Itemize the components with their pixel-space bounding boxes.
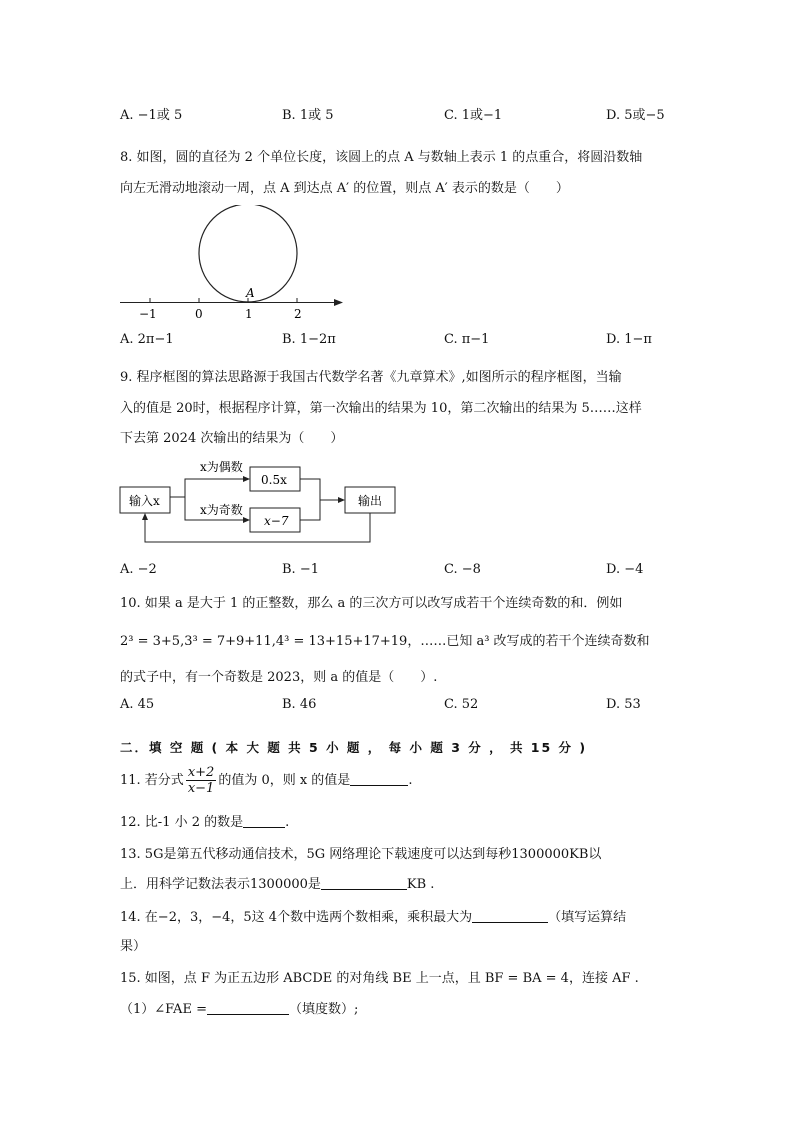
q15-line2 (120, 998, 358, 1017)
q14-answer-blank[interactable] (472, 910, 548, 923)
q8-stem-line2: 向左无滑动地滚动一周，点 A 到达点 A′ 的位置，则点 A′ 表示的数是（ ） (120, 181, 569, 196)
q8-option-d[interactable]: D. 1−π (606, 332, 652, 347)
q13-stem-line1: 13. 5G是第五代移动通信技术，5G 网络理论下载速度可以达到每秒1300000KB以 (120, 847, 602, 862)
odd-condition-label: x为奇数 (200, 503, 243, 517)
even-condition-label: x为偶数 (200, 460, 243, 474)
q11-fraction (186, 765, 217, 796)
q9-options (120, 562, 680, 582)
q14-stem-line2: 果） (120, 939, 147, 954)
q7-option-b[interactable]: B. 1或 5 (282, 108, 334, 123)
tick-label-1: 1 (245, 307, 253, 321)
q7-option-a[interactable]: A. −1或 5 (120, 108, 183, 123)
q11-numerator: x+2 (187, 765, 215, 780)
q12-line (120, 811, 289, 830)
q14-suffix: （填写运算结 (548, 910, 627, 925)
q15-stem-line1: 15. 如图，点 F 为正五边形 ABCDE 的对角线 BE 上一点，且 BF = BA = 4，连接 AF . (120, 971, 639, 986)
axis-arrow-icon (334, 299, 343, 306)
q11-suffix: 的值为 0，则 x 的值是 (218, 773, 351, 788)
section-2-title: 二．填 空 题 ( 本 大 题 共 5 小 题 ， 每 小 题 3 分 ， 共 15 分 ) (120, 740, 588, 755)
q10-option-c[interactable]: C. 52 (444, 697, 479, 712)
q10-options (120, 697, 680, 717)
q9-stem-line3: 下去第 2024 次输出的结果为（ ） (120, 431, 344, 446)
q13-line2 (120, 873, 434, 892)
q9-stem-line1: 9. 程序框图的算法思路源于我国古代数学名著《九章算术》,如图所示的程序框图，当输 (120, 370, 622, 385)
point-a-label: A (246, 286, 255, 300)
even-op-label: 0.5x (261, 473, 287, 487)
q13-answer-blank[interactable] (321, 877, 407, 890)
arrow-to-even-icon (243, 476, 250, 482)
tick-label-0: 0 (195, 307, 203, 321)
q8-number-line-figure (115, 205, 350, 325)
q11-end: . (408, 773, 413, 788)
arrow-to-output-icon (338, 497, 345, 503)
q12-answer-blank[interactable] (243, 815, 285, 828)
q14-prefix: 14. 在−2，3，−4，5这 4个数中选两个数相乘，乘积最大为 (120, 910, 473, 925)
q12-prefix: 12. 比-1 小 2 的数是 (120, 815, 244, 830)
q7-option-c[interactable]: C. 1或−1 (444, 108, 503, 123)
q8-stem-line1: 8. 如图，圆的直径为 2 个单位长度，该圆上的点 A 与数轴上表示 1 的点重合，将圆沿数轴 (120, 150, 643, 165)
output-label: 输出 (358, 494, 383, 508)
q10-stem-line1: 10. 如果 a 是大于 1 的正整数，那么 a 的三次方可以改写成若干个连续奇数的和．例如 (120, 596, 623, 611)
q14-line1 (120, 906, 626, 925)
input-label: 输入x (129, 494, 160, 508)
q10-option-b[interactable]: B. 46 (282, 697, 317, 712)
q11-prefix: 11. 若分式 (120, 773, 184, 788)
q15-answer-blank[interactable] (207, 1002, 289, 1015)
q10-option-a[interactable]: A. 45 (120, 697, 155, 712)
q15-part1-suffix: （填度数）; (288, 1002, 359, 1017)
q9-option-a[interactable]: A. −2 (120, 562, 157, 577)
q7-options (120, 104, 680, 124)
tick-label-2: 2 (294, 307, 302, 321)
q8-option-b[interactable]: B. 1−2π (282, 332, 336, 347)
q7-option-d[interactable]: D. 5或−5 (606, 108, 665, 123)
q13-suffix: KB . (406, 877, 435, 892)
q11-denominator: x−1 (187, 781, 215, 796)
tick-label-neg1: −1 (139, 307, 157, 321)
q9-stem-line2: 入的值是 20时，根据程序计算，第一次输出的结果为 10，第二次输出的结果为 5……这样 (120, 401, 642, 416)
arrow-loop-back-icon (142, 513, 148, 520)
odd-op-label: x−7 (264, 514, 289, 528)
q8-option-a[interactable]: A. 2π−1 (120, 332, 174, 347)
q10-stem-line2: 2³ = 3+5,3³ = 7+9+11,4³ = 13+15+17+19，……已知 a³ 改写成的若干个连续奇数和 (120, 634, 650, 649)
q11-line (120, 765, 412, 796)
q9-option-c[interactable]: C. −8 (444, 562, 481, 577)
q9-flowchart (115, 453, 400, 548)
q15-part1-prefix: （1）∠FAE = (120, 1002, 207, 1017)
q12-end: . (285, 815, 290, 830)
q13-prefix: 上．用科学记数法表示1300000是 (120, 877, 321, 892)
arrow-to-odd-icon (243, 517, 250, 523)
q8-options (120, 332, 680, 352)
q10-option-d[interactable]: D. 53 (606, 697, 641, 712)
q9-option-b[interactable]: B. −1 (282, 562, 319, 577)
q11-answer-blank[interactable] (350, 773, 408, 786)
q10-stem-line3: 的式子中，有一个奇数是 2023，则 a 的值是（ ）. (120, 670, 438, 685)
q9-option-d[interactable]: D. −4 (606, 562, 644, 577)
q8-option-c[interactable]: C. π−1 (444, 332, 490, 347)
